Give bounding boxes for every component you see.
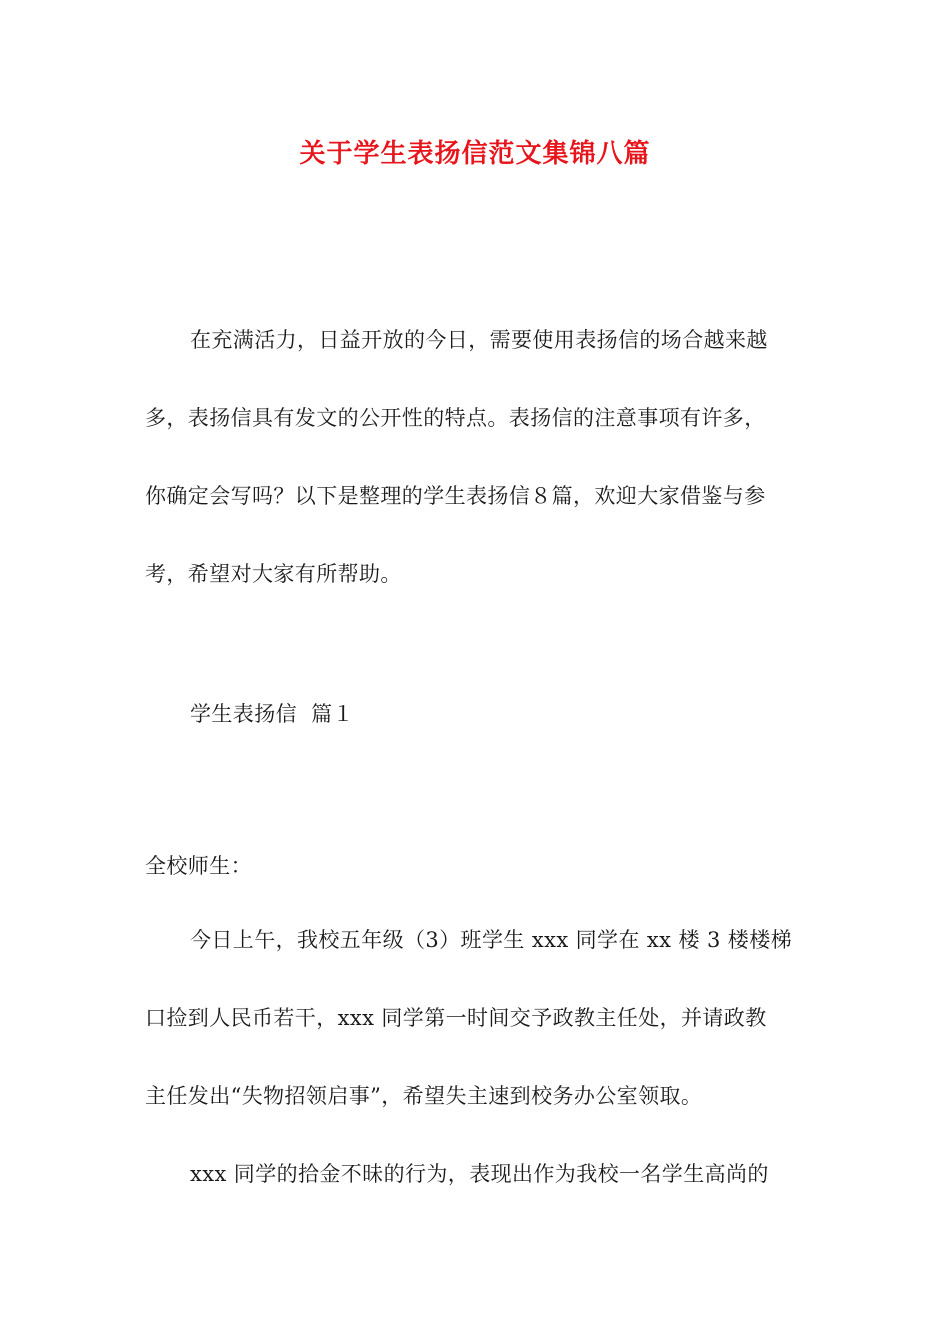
intro-paragraph: [145, 320, 809, 632]
body-line: 今日上午，我校五年级（3）班学生 xxx 同学在 xx 楼 3 楼楼梯: [190, 928, 792, 952]
intro-line: 在充满活力，日益开放的今日，需要使用表扬信的场合越来越: [190, 328, 768, 352]
salutation-text: 全校师生：: [145, 854, 252, 878]
intro-line: 考，希望对大家有所帮助。: [145, 562, 402, 586]
section-heading-text: 学生表扬信 篇１: [190, 702, 354, 726]
intro-line: 你确定会写吗？以下是整理的学生表扬信８篇，欢迎大家借鉴与参: [145, 484, 766, 508]
letter-salutation: [145, 846, 809, 924]
body-line: 主任发出“失物招领启事”，希望失主速到校务办公室领取。: [145, 1084, 703, 1108]
body-line: 口捡到人民币若干，xxx 同学第一时间交予政教主任处，并请政教: [145, 1006, 767, 1030]
section-heading: [145, 694, 809, 772]
body-line: xxx 同学的拾金不昧的行为，表现出作为我校一名学生高尚的: [190, 1162, 769, 1186]
letter-body: [145, 920, 809, 1232]
intro-line: 多，表扬信具有发文的公开性的特点。表扬信的注意事项有许多，: [145, 406, 766, 430]
document-title: 关于学生表扬信范文集锦八篇: [299, 139, 651, 169]
